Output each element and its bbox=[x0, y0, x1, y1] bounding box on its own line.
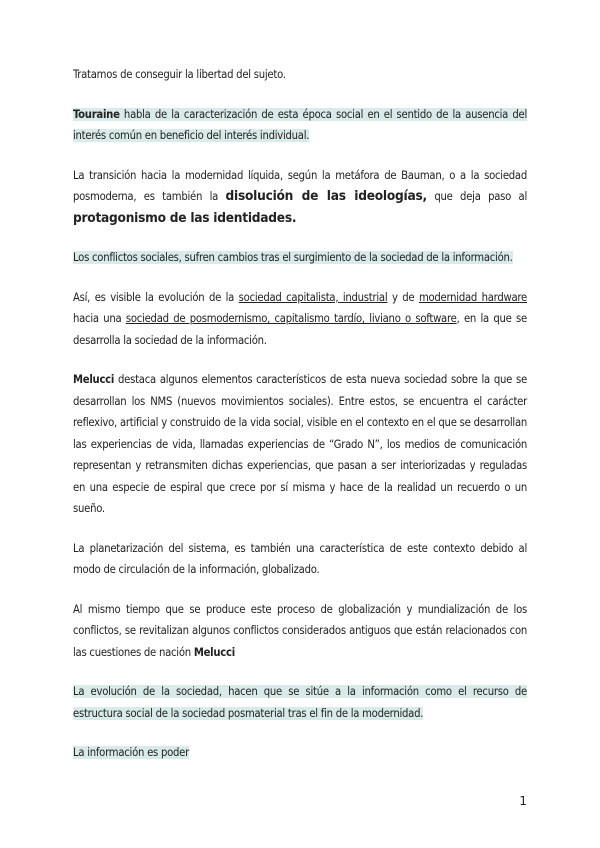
paragraph-globalizacion: Al mismo tiempo que se produce este proceso de globalización y mundialización de los conflictos, se revitalizan algunos conflictos considerados antiguos que están relacionados con las cuestiones de nación Melucci bbox=[73, 602, 527, 659]
paragraph-conflictos: Los conflictos sociales, sufren cambios tras el surgimiento de la sociedad de la información. bbox=[73, 251, 513, 264]
emphasis-identidades: protagonismo de las identidades. bbox=[73, 209, 297, 226]
document-body bbox=[73, 64, 527, 782]
paragraph-recurso: La evolución de la sociedad, hacen que se sitúe a la información como el recurso de estructura social de la sociedad posmaterial tras el fin de la modernidad. bbox=[73, 685, 527, 720]
author-melucci: Melucci bbox=[73, 373, 115, 386]
paragraph-evolucion: Así, es visible la evolución de la sociedad capitalista, industrial y de modernidad hardware hacia una sociedad de posmodernismo, capitalismo tardío, liviano o software, en la que se desarrolla la sociedad de la información. bbox=[73, 290, 527, 347]
paragraph-touraine bbox=[73, 104, 527, 147]
underlined-hardware: modernidad hardware bbox=[418, 290, 527, 304]
paragraph-bauman: La transición hacia la modernidad líquida, según la metáfora de Bauman, o a la sociedad posmoderna, es también la disolución de las ideologías, que deja paso al protagonismo de las identidades. bbox=[73, 168, 527, 226]
author-touraine: Touraine bbox=[73, 107, 120, 121]
highlighted-text: Touraine habla de la caracterización de esta época social en el sentido de la ausencia del interés común en beneficio del interés individual. bbox=[73, 107, 527, 142]
paragraph-planetarizacion: La planetarización del sistema, es también una característica de este contexto debido al modo de circulación de la información, globalizado. bbox=[73, 541, 527, 576]
emphasis-ideologias: disolución de las ideologías, bbox=[225, 188, 427, 204]
underlined-posmodernismo: sociedad de posmodernismo, capitalismo tardío, liviano o software bbox=[125, 312, 457, 325]
paragraph-libertad: Tratamos de conseguir la libertad del sujeto. bbox=[73, 68, 286, 81]
author-melucci-ref: Melucci bbox=[193, 645, 235, 659]
page-number: 1 bbox=[519, 794, 527, 808]
underlined-capitalista: sociedad capitalista, industrial bbox=[238, 290, 388, 304]
paragraph-poder: La información es poder bbox=[73, 746, 189, 759]
paragraph-melucci: Melucci destaca algunos elementos característicos de esta nueva sociedad sobre la que se desarrollan los NMS (nuevos movimientos sociales). Entre estos, se encuentra el carácter reflexivo, artificial y construido de la vida social, visible en el contexto en el que se desarrollan las experiencias de vida, llamadas experiencias de “Grado N”, los medios de comunicación representan y retransmiten dichas experiencias, que pasan a ser interiorizadas y reguladas en una especie de espiral que crece por sí misma y hace de la realidad un recuerdo o un sueño. bbox=[73, 373, 527, 515]
